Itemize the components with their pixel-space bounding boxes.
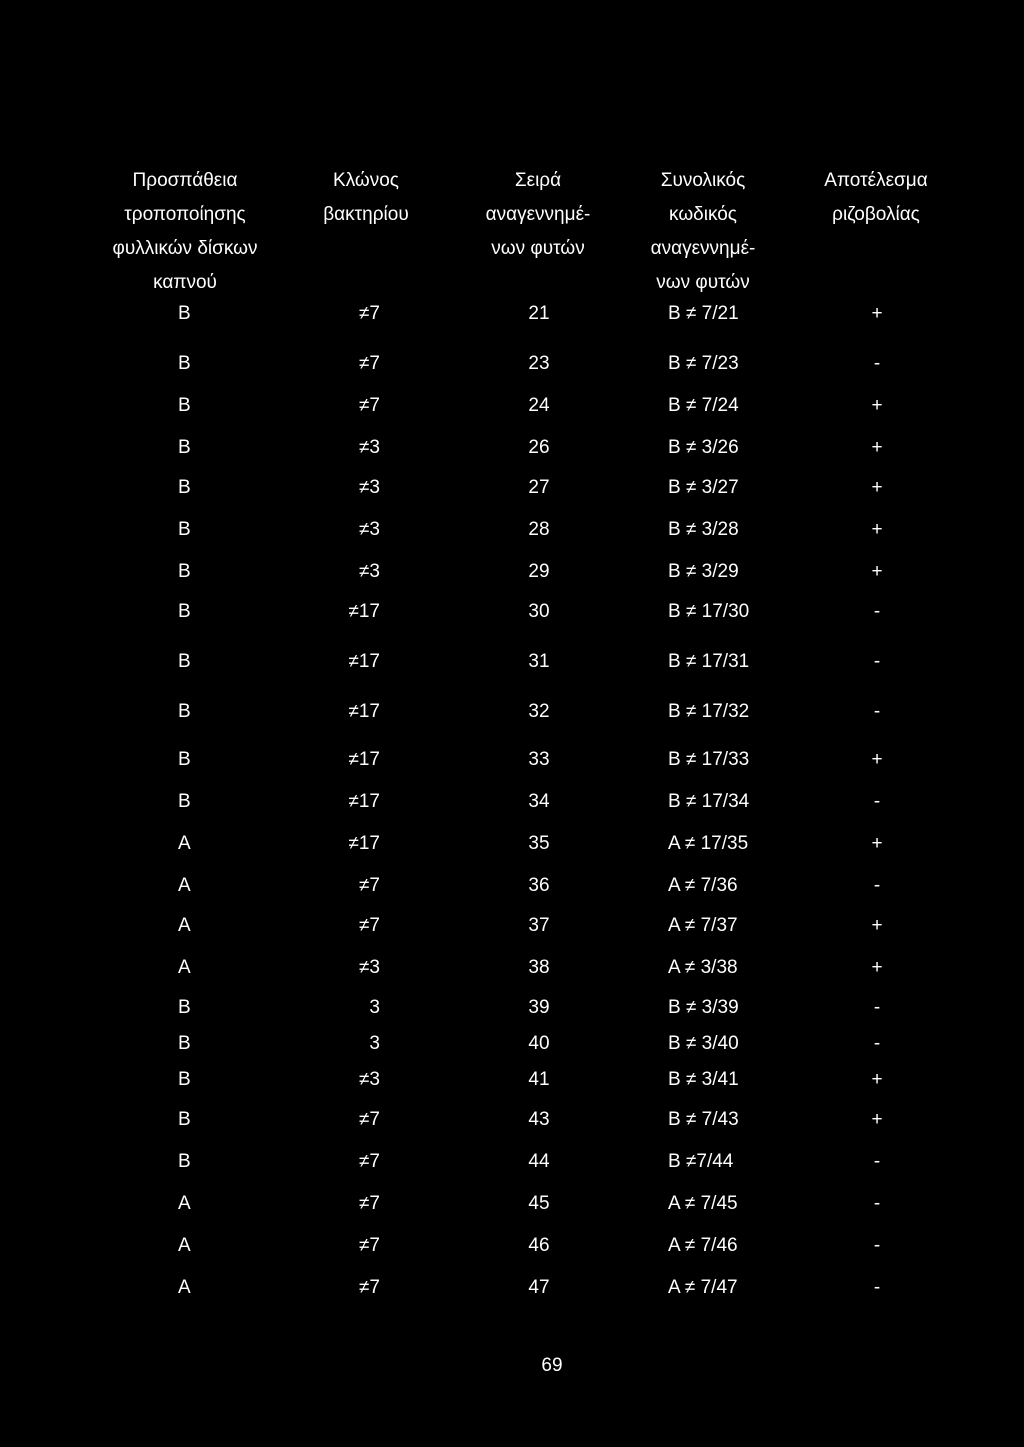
cell-clone: 3 <box>369 1033 380 1054</box>
table-row <box>0 650 1024 674</box>
cell-attempt: A <box>178 1277 191 1298</box>
cell-clone: ≠17 <box>348 749 380 770</box>
cell-code: B ≠ 7/21 <box>668 303 739 324</box>
cell-code: B ≠ 7/24 <box>668 395 739 416</box>
header-line: Κλώνος <box>333 170 399 191</box>
cell-series: 40 <box>528 1033 550 1054</box>
cell-attempt: B <box>178 303 191 324</box>
cell-clone: ≠17 <box>348 833 380 854</box>
cell-result: - <box>873 1151 881 1172</box>
table-row <box>0 956 1024 980</box>
table-row <box>0 748 1024 772</box>
cell-series: 31 <box>528 651 550 672</box>
cell-result: - <box>873 651 881 672</box>
cell-result: + <box>871 395 883 416</box>
cell-attempt: A <box>178 875 191 896</box>
cell-code: B ≠ 17/31 <box>668 651 750 672</box>
header-code <box>628 164 778 300</box>
cell-code: A ≠ 7/47 <box>668 1277 738 1298</box>
cell-attempt: B <box>178 1109 191 1130</box>
header-line: φυλλικών δίσκων <box>112 238 258 259</box>
cell-clone: ≠3 <box>359 477 380 498</box>
header-line: ριζοβολίας <box>832 204 920 225</box>
cell-result: - <box>873 1193 881 1214</box>
cell-code: B ≠ 17/30 <box>668 601 750 622</box>
cell-code: B ≠ 3/27 <box>668 477 739 498</box>
header-line: νων φυτών <box>656 272 750 293</box>
cell-result: + <box>871 833 883 854</box>
cell-code: B ≠ 3/40 <box>668 1033 739 1054</box>
header-attempt <box>93 164 277 300</box>
cell-attempt: B <box>178 601 191 622</box>
header-line: αναγεννημέ- <box>650 238 756 259</box>
cell-clone: ≠3 <box>359 437 380 458</box>
header-series <box>463 164 613 266</box>
table-row <box>0 996 1024 1020</box>
cell-code: B ≠ 3/28 <box>668 519 739 540</box>
cell-series: 41 <box>528 1069 550 1090</box>
cell-attempt: B <box>178 477 191 498</box>
cell-clone: ≠7 <box>359 1193 380 1214</box>
table-row <box>0 874 1024 898</box>
cell-result: + <box>871 303 883 324</box>
table-row <box>0 832 1024 856</box>
cell-series: 35 <box>528 833 550 854</box>
cell-attempt: B <box>178 651 191 672</box>
cell-attempt: A <box>178 957 191 978</box>
cell-clone: 3 <box>369 997 380 1018</box>
cell-clone: ≠17 <box>348 701 380 722</box>
table-row <box>0 302 1024 326</box>
cell-attempt: B <box>178 1069 191 1090</box>
cell-result: + <box>871 1069 883 1090</box>
cell-attempt: B <box>178 701 191 722</box>
cell-clone: ≠17 <box>348 651 380 672</box>
table-row <box>0 914 1024 938</box>
cell-series: 23 <box>528 353 550 374</box>
cell-code: B ≠ 7/23 <box>668 353 739 374</box>
header-line: καπνού <box>153 272 217 293</box>
cell-clone: ≠7 <box>359 1235 380 1256</box>
cell-code: B ≠ 17/34 <box>668 791 750 812</box>
cell-clone: ≠3 <box>359 957 380 978</box>
cell-series: 30 <box>528 601 550 622</box>
header-line: Σειρά <box>514 170 562 191</box>
cell-attempt: A <box>178 1235 191 1256</box>
cell-series: 47 <box>528 1277 550 1298</box>
table-row <box>0 1032 1024 1056</box>
cell-series: 26 <box>528 437 550 458</box>
cell-code: A ≠ 7/45 <box>668 1193 738 1214</box>
cell-attempt: B <box>178 1151 191 1172</box>
table-row <box>0 1150 1024 1174</box>
cell-attempt: A <box>178 1193 191 1214</box>
cell-clone: ≠7 <box>359 1277 380 1298</box>
cell-clone: ≠7 <box>359 1109 380 1130</box>
cell-code: B ≠ 3/29 <box>668 561 739 582</box>
table-row <box>0 600 1024 624</box>
cell-code: B ≠ 17/33 <box>668 749 750 770</box>
cell-code: B ≠ 3/39 <box>668 997 739 1018</box>
header-line: νων φυτών <box>491 238 585 259</box>
cell-series: 37 <box>528 915 550 936</box>
cell-series: 21 <box>528 303 550 324</box>
table-row <box>0 560 1024 584</box>
cell-result: + <box>871 561 883 582</box>
cell-code: B ≠ 17/32 <box>668 701 750 722</box>
cell-result: - <box>873 1277 881 1298</box>
cell-result: + <box>871 519 883 540</box>
cell-result: - <box>873 601 881 622</box>
header-line: τροποποίησης <box>124 204 246 225</box>
cell-series: 46 <box>528 1235 550 1256</box>
table-row <box>0 1234 1024 1258</box>
cell-result: - <box>873 997 881 1018</box>
header-line: κωδικός <box>669 204 737 225</box>
table-row <box>0 518 1024 542</box>
cell-series: 33 <box>528 749 550 770</box>
cell-result: + <box>871 749 883 770</box>
table-row <box>0 394 1024 418</box>
cell-clone: ≠3 <box>359 1069 380 1090</box>
cell-attempt: B <box>178 395 191 416</box>
cell-code: B ≠ 3/41 <box>668 1069 739 1090</box>
header-line: Συνολικός <box>660 170 746 191</box>
cell-attempt: B <box>178 997 191 1018</box>
cell-clone: ≠7 <box>359 875 380 896</box>
cell-series: 27 <box>528 477 550 498</box>
table-row <box>0 352 1024 376</box>
cell-code: B ≠ 7/43 <box>668 1109 739 1130</box>
cell-clone: ≠3 <box>359 561 380 582</box>
cell-attempt: A <box>178 915 191 936</box>
cell-attempt: B <box>178 519 191 540</box>
cell-attempt: A <box>178 833 191 854</box>
header-result <box>796 164 956 232</box>
header-line: Προσπάθεια <box>132 170 238 191</box>
cell-series: 44 <box>528 1151 550 1172</box>
cell-attempt: B <box>178 437 191 458</box>
cell-series: 36 <box>528 875 550 896</box>
table-row <box>0 700 1024 724</box>
table-row <box>0 476 1024 500</box>
table-row <box>0 436 1024 460</box>
cell-result: - <box>873 353 881 374</box>
cell-clone: ≠17 <box>348 791 380 812</box>
cell-result: - <box>873 791 881 812</box>
cell-clone: ≠7 <box>359 915 380 936</box>
cell-series: 29 <box>528 561 550 582</box>
cell-attempt: B <box>178 791 191 812</box>
cell-result: + <box>871 477 883 498</box>
table-row <box>0 1276 1024 1300</box>
cell-code: A ≠ 7/46 <box>668 1235 738 1256</box>
cell-series: 34 <box>528 791 550 812</box>
cell-attempt: B <box>178 1033 191 1054</box>
cell-result: + <box>871 437 883 458</box>
cell-attempt: B <box>178 561 191 582</box>
cell-series: 32 <box>528 701 550 722</box>
header-line: βακτηρίου <box>323 204 409 225</box>
cell-code: B ≠ 3/26 <box>668 437 739 458</box>
header-line: Αποτέλεσμα <box>824 170 928 191</box>
cell-code: A ≠ 7/37 <box>668 915 738 936</box>
table-row <box>0 790 1024 814</box>
cell-series: 39 <box>528 997 550 1018</box>
cell-clone: ≠7 <box>359 1151 380 1172</box>
cell-attempt: B <box>178 749 191 770</box>
cell-code: B ≠7/44 <box>668 1151 734 1172</box>
cell-clone: ≠17 <box>348 601 380 622</box>
table-row <box>0 1108 1024 1132</box>
header-line: αναγεννημέ- <box>485 204 591 225</box>
cell-series: 43 <box>528 1109 550 1130</box>
cell-clone: ≠7 <box>359 303 380 324</box>
cell-clone: ≠3 <box>359 519 380 540</box>
header-clone <box>296 164 436 232</box>
cell-series: 45 <box>528 1193 550 1214</box>
cell-series: 24 <box>528 395 550 416</box>
cell-result: - <box>873 875 881 896</box>
cell-result: - <box>873 1235 881 1256</box>
cell-result: - <box>873 701 881 722</box>
cell-code: A ≠ 3/38 <box>668 957 738 978</box>
cell-result: + <box>871 915 883 936</box>
cell-code: A ≠ 7/36 <box>668 875 738 896</box>
table-row <box>0 1068 1024 1092</box>
cell-result: + <box>871 957 883 978</box>
table-row <box>0 1192 1024 1216</box>
cell-result: - <box>873 1033 881 1054</box>
cell-clone: ≠7 <box>359 395 380 416</box>
cell-attempt: B <box>178 353 191 374</box>
cell-clone: ≠7 <box>359 353 380 374</box>
cell-code: A ≠ 17/35 <box>668 833 749 854</box>
cell-result: + <box>871 1109 883 1130</box>
cell-series: 28 <box>528 519 550 540</box>
page-number: 69 <box>541 1355 563 1376</box>
cell-series: 38 <box>528 957 550 978</box>
